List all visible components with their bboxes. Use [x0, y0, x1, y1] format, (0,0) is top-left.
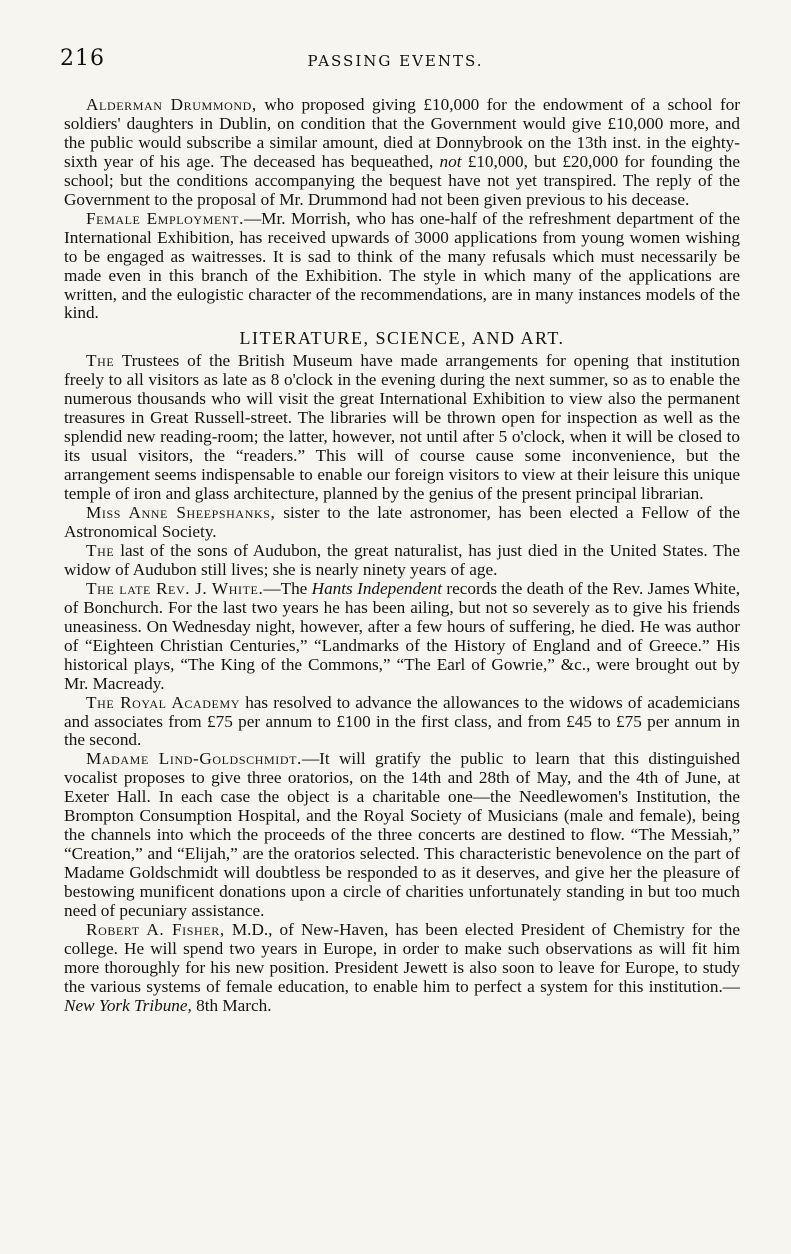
paragraph-lead: Miss Anne Sheepshanks, [86, 503, 276, 523]
paragraph-text: records the death of the Rev. James White, of Bonchurch. For the last two years he has been ailing, but not so severely as to give his friends uneasiness. On Wednesday night, however, after a few hours of suffering, he died. He was author of “Eighteen Christian Centuries,” “Landmarks of the History of England and of Greece.” His historical plays, “The King of the Commons,” “The Earl of Gowrie,” &c., were brought out by Mr. Macready. [64, 578, 740, 693]
paragraph-text: —Mr. Morrish, who has one-half of the refreshment department of the International Exhibition, has received upwards of 3000 applications from young women wishing to be engaged as waitresses. It is sad to think of the many refusals which must necessarily be made even in this branch of the Exhibition. The style in which many of the applications are written, and the eulogistic character of the recommendations, are in many instances models of the kind. [64, 208, 740, 323]
paragraph-drummond [64, 96, 740, 210]
paragraph-audubon [64, 542, 740, 580]
emphasis: not [439, 151, 462, 171]
paragraph-lead: The [86, 540, 115, 560]
paragraph-lead: Female Employment. [86, 208, 244, 228]
paragraph-text: £10,000, but £20,000 for founding the school; but the conditions accompanying the bequest have not yet transpired. The reply of the Government to the proposal of Mr. Drummond had not been given previous to his decease. [64, 151, 740, 209]
paragraph-fisher [64, 921, 740, 1016]
paragraph-text: sister to the late astronomer, has been elected a Fellow of the Astronomical Society. [64, 503, 740, 541]
article-body [64, 96, 740, 1016]
paragraph-text: —The [263, 578, 312, 598]
paragraph-text: M.D., of New-Haven, has been elected President of Chemistry for the college. He will spend two years in Europe, in order to make such observations as will fit him more thoroughly for his new position. President Jewett is also soon to leave for Europe, to study the various systems of female education, to enable him to perfect a system for this institution.— [64, 919, 740, 996]
paragraph-british-museum [64, 352, 740, 504]
emphasis: Hants Independent [311, 578, 443, 598]
paragraph-lead: The [86, 351, 115, 371]
paragraph-lind-goldschmidt [64, 750, 740, 921]
paragraph-text: has resolved to advance the allowances to the widows of academicians and associates from £75 per annum to £100 in the first class, and from £45 to £75 per annum in the second. [64, 692, 740, 750]
paragraph-text: last of the sons of Audubon, the great naturalist, has just died in the United States. The widow of Audubon still lives; she is nearly ninety years of age. [64, 540, 740, 579]
emphasis: New York Tribune, [64, 995, 192, 1015]
paragraph-lead: The Royal Academy [86, 692, 241, 712]
paragraph-royal-academy [64, 694, 740, 751]
paragraph-lead: Robert A. Fisher, [86, 919, 225, 939]
paragraph-lead: Madame Lind-Goldschmidt. [86, 749, 302, 769]
running-head: PASSING EVENTS. [307, 52, 484, 70]
paragraph-lead: The late Rev. J. White. [86, 578, 264, 598]
paragraph-text: 8th March. [191, 995, 272, 1015]
paragraph-text: —It will gratify the public to learn that this distinguished vocalist proposes to give three oratorios, on the 14th and 28th of May, and the 4th of June, at Exeter Hall. In each case the object is a charitable one—the Needlewomen's Institution, the Brompton Consumption Hospital, and the Royal Society of Musicians (male and female), being the channels into which the proceeds of the three concerts are destined to flow. “The Messiah,” “Creation,” and “Elijah,” are the oratorios selected. This characteristic benevolence on the part of Madame Goldschmidt will doubtless be responded to as it deserves, and give her the pleasure of bestowing munificent donations upon a circle of charities unfortunately standing in but too much need of pecuniary assistance. [64, 749, 740, 921]
paragraph-text: who proposed giving £10,000 for the endowment of a school for soldiers' daughters in Dublin, on condition that the Government would give £10,000 more, and the public would subscribe a similar amount, died at Donnybrook on the 13th inst. in the eighty-sixth year of his age. The deceased has bequeathed, [64, 95, 741, 171]
paragraph-lead: Alderman Drummond, [86, 95, 257, 114]
page-number: 216 [60, 46, 105, 71]
section-heading: LITERATURE, SCIENCE, AND ART. [239, 328, 565, 349]
paragraph-text: Trustees of the British Museum have made arrangements for opening that institution freely to all visitors as late as 8 o'clock in the evening during the next summer, so as to enable the numerous thousands who will visit the great International Exhibition to view also the permanent treasures in Great Russell-street. The libraries will be thrown open for inspection as well as the splendid new reading-room; the latter, however, not until after 5 o'clock, when it will be closed to its usual visitors, the “readers.” This will of course cause some inconvenience, but the arrangement seems indispensable to enable our foreign visitors to view at their leisure this unique temple of iron and glass architecture, planned by the genius of the present principal librarian. [64, 351, 740, 504]
paragraph-female-employment [64, 210, 740, 324]
paragraph-rev-white [64, 580, 740, 694]
paragraph-sheepshanks [64, 504, 740, 542]
